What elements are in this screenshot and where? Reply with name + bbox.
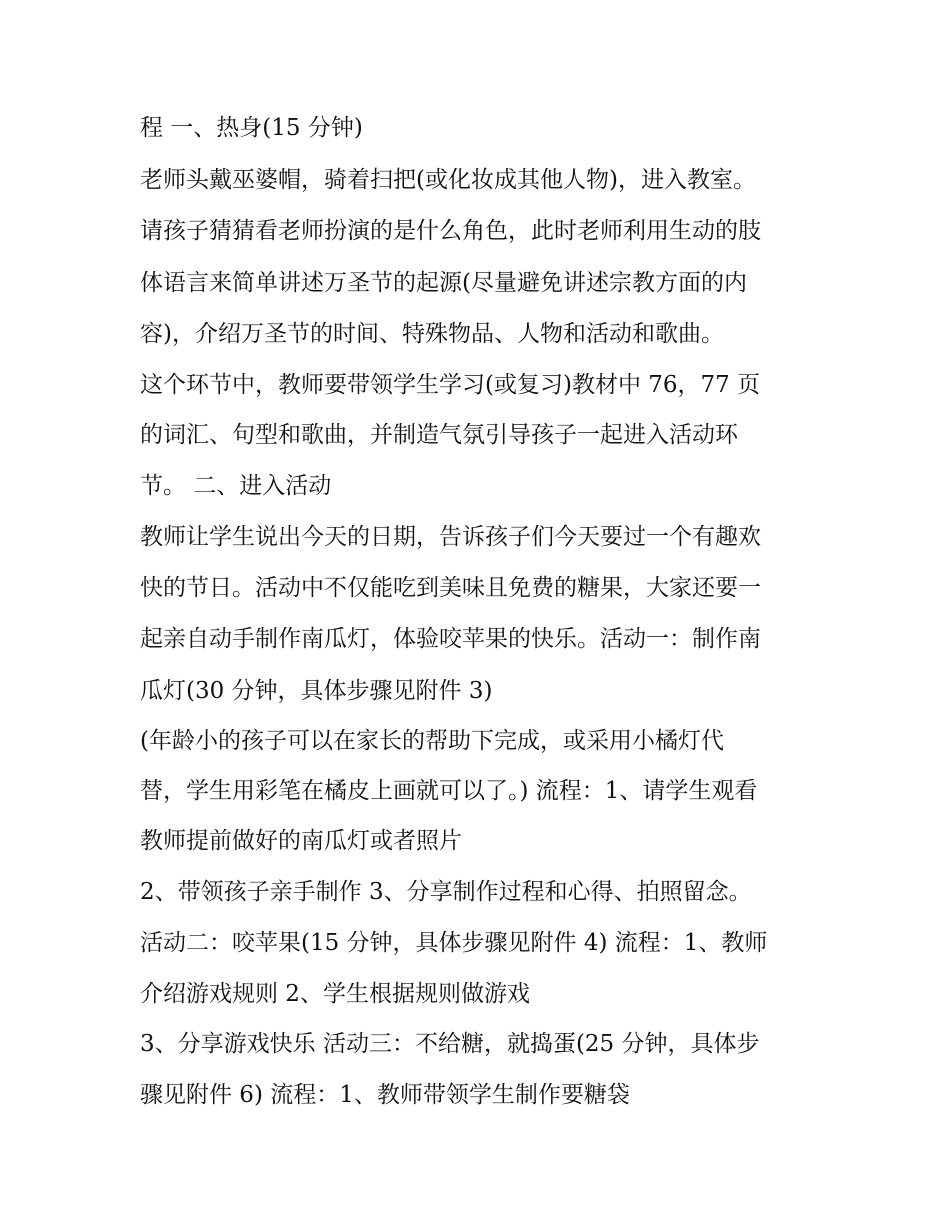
text-line: 体语言来简单讲述万圣节的起源(尽量避免讲述宗教方面的内 <box>140 270 747 296</box>
text-line: 的词汇、句型和歌曲，并制造气氛引导孩子一起进入活动环 <box>140 422 738 448</box>
text-line: (年龄小的孩子可以在家长的帮助下完成，或采用小橘灯代 <box>140 728 724 754</box>
text-line: 快的节日。活动中不仅能吃到美味且免费的糖果，大家还要一 <box>140 575 761 601</box>
text-line: 替，学生用彩笔在橘皮上画就可以了。) 流程：1、请学生观看 <box>140 778 758 804</box>
text-line: 请孩子猜猜看老师扮演的是什么角色，此时老师利用生动的肢 <box>140 218 761 244</box>
text-line: 骤见附件 6) 流程：1、教师带领学生制作要糖袋 <box>140 1082 630 1108</box>
text-line: 容)，介绍万圣节的时间、特殊物品、人物和活动和歌曲。 <box>140 321 724 347</box>
text-line: 2、带领孩子亲手制作 3、分享制作过程和心得、拍照留念。 <box>140 879 752 905</box>
text-line: 这个环节中，教师要带领学生学习(或复习)教材中 76，77 页 <box>140 372 761 398</box>
text-line: 活动二：咬苹果(15 分钟，具体步骤见附件 4) 流程：1、教师 <box>140 930 768 956</box>
text-line: 起亲自动手制作南瓜灯，体验咬苹果的快乐。活动一：制作南 <box>140 626 761 652</box>
text-line: 瓜灯(30 分钟，具体步骤见附件 3) <box>140 678 493 704</box>
text-line: 老师头戴巫婆帽，骑着扫把(或化妆成其他人物)，进入教室。 <box>140 167 756 193</box>
text-line: 3、分享游戏快乐 活动三：不给糖，就捣蛋(25 分钟，具体步 <box>140 1031 760 1057</box>
text-line: 节。 二、进入活动 <box>140 473 332 499</box>
text-line: 教师提前做好的南瓜灯或者照片 <box>140 828 462 854</box>
text-line: 教师让学生说出今天的日期，告诉孩子们今天要过一个有趣欢 <box>140 524 761 550</box>
text-line: 介绍游戏规则 2、学生根据规则做游戏 <box>140 981 530 1007</box>
text-line: 程 一、热身(15 分钟) <box>140 115 363 141</box>
